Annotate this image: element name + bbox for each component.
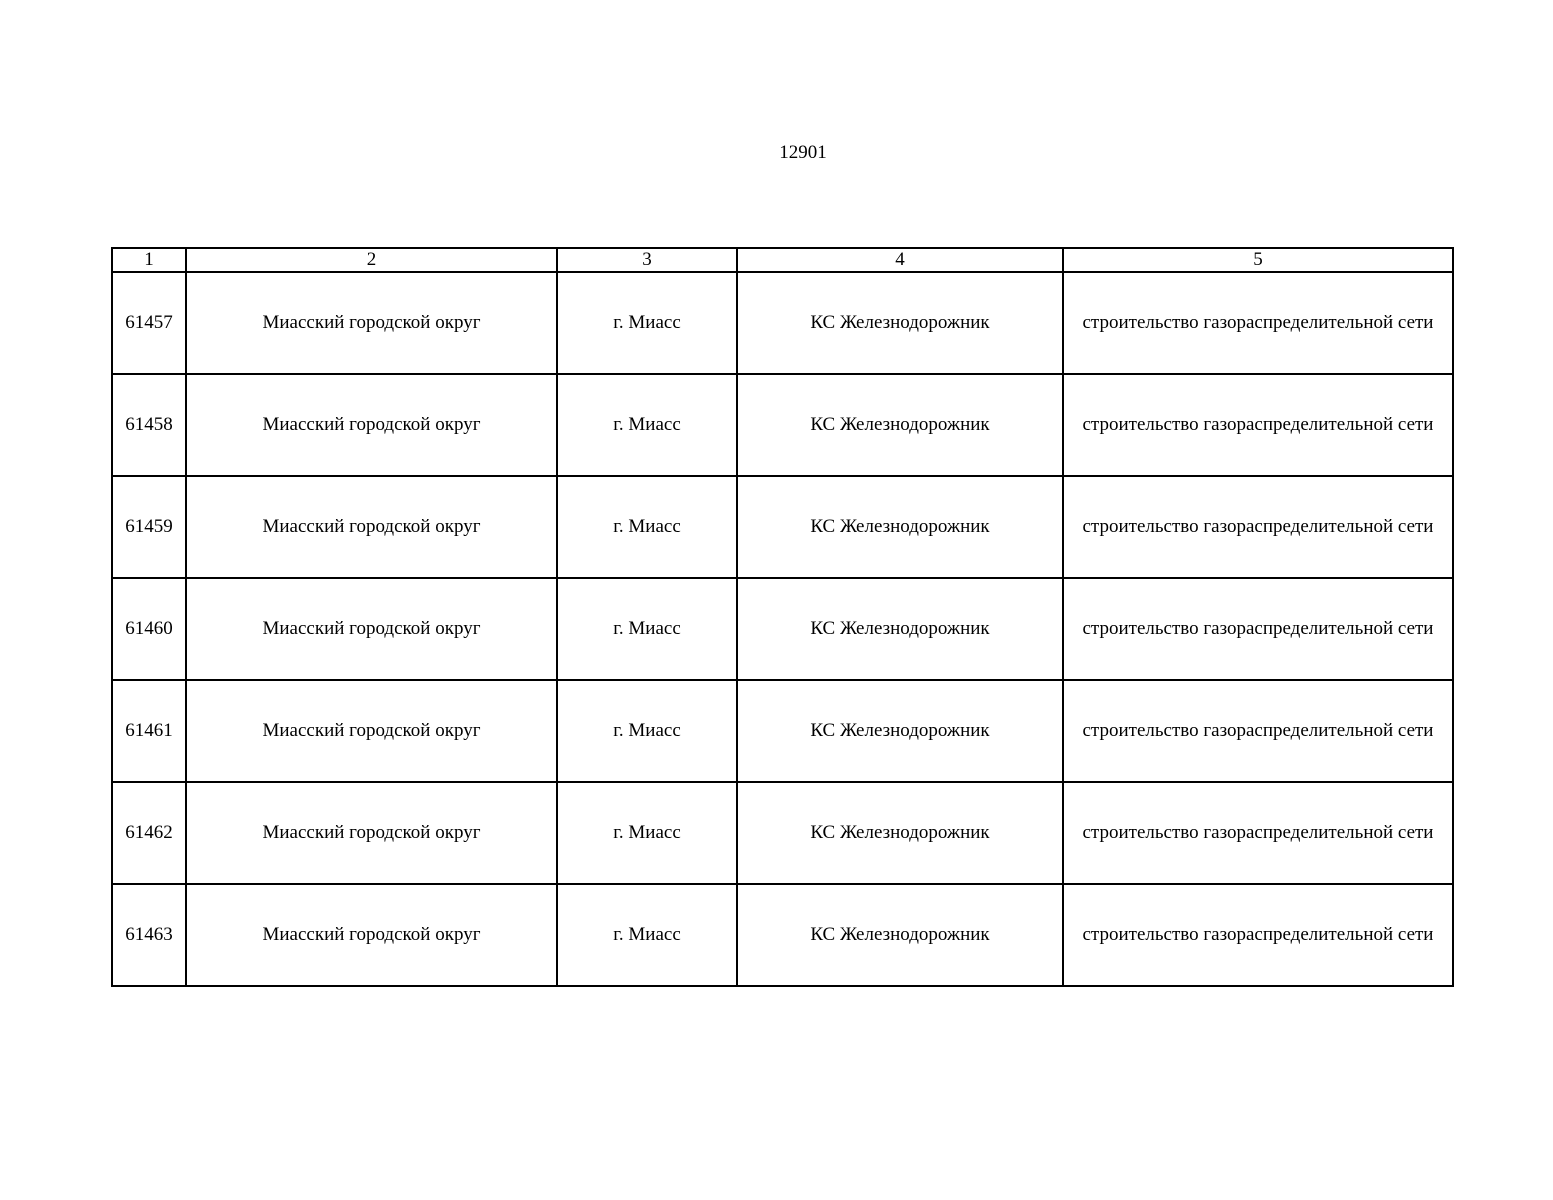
cell-locality: г. Миасс (557, 374, 737, 476)
table-row (112, 680, 1453, 782)
cell-activity: строительство газораспределительной сети (1063, 578, 1453, 680)
cell-object: КС Железнодорожник (737, 680, 1063, 782)
cell-locality: г. Миасс (557, 680, 737, 782)
cell-number: 61461 (112, 680, 186, 782)
cell-locality: г. Миасс (557, 272, 737, 374)
cell-number: 61460 (112, 578, 186, 680)
column-header-3: 3 (557, 248, 737, 272)
column-header-2: 2 (186, 248, 557, 272)
cell-object: КС Железнодорожник (737, 578, 1063, 680)
table-row (112, 884, 1453, 986)
column-header-4: 4 (737, 248, 1063, 272)
table-row (112, 272, 1453, 374)
column-header-5: 5 (1063, 248, 1453, 272)
cell-district: Миасский городской округ (186, 374, 557, 476)
page-number: 12901 (779, 142, 827, 163)
cell-number: 61459 (112, 476, 186, 578)
cell-district: Миасский городской округ (186, 272, 557, 374)
cell-number: 61458 (112, 374, 186, 476)
cell-number: 61463 (112, 884, 186, 986)
cell-locality: г. Миасс (557, 884, 737, 986)
table-body (112, 272, 1453, 986)
table-header (112, 248, 1453, 272)
cell-object: КС Железнодорожник (737, 272, 1063, 374)
header-row (112, 248, 1453, 272)
cell-activity: строительство газораспределительной сети (1063, 476, 1453, 578)
cell-district: Миасский городской округ (186, 884, 557, 986)
cell-object: КС Железнодорожник (737, 374, 1063, 476)
cell-number: 61457 (112, 272, 186, 374)
registry-table (111, 247, 1454, 987)
cell-district: Миасский городской округ (186, 680, 557, 782)
cell-activity: строительство газораспределительной сети (1063, 374, 1453, 476)
cell-number: 61462 (112, 782, 186, 884)
cell-locality: г. Миасс (557, 476, 737, 578)
cell-object: КС Железнодорожник (737, 884, 1063, 986)
cell-activity: строительство газораспределительной сети (1063, 272, 1453, 374)
table-row (112, 782, 1453, 884)
cell-district: Миасский городской округ (186, 578, 557, 680)
cell-activity: строительство газораспределительной сети (1063, 884, 1453, 986)
cell-activity: строительство газораспределительной сети (1063, 680, 1453, 782)
cell-object: КС Железнодорожник (737, 476, 1063, 578)
cell-district: Миасский городской округ (186, 476, 557, 578)
table-row (112, 476, 1453, 578)
table-row (112, 374, 1453, 476)
cell-object: КС Железнодорожник (737, 782, 1063, 884)
column-header-1: 1 (112, 248, 186, 272)
table-row (112, 578, 1453, 680)
cell-district: Миасский городской округ (186, 782, 557, 884)
cell-locality: г. Миасс (557, 782, 737, 884)
cell-locality: г. Миасс (557, 578, 737, 680)
cell-activity: строительство газораспределительной сети (1063, 782, 1453, 884)
